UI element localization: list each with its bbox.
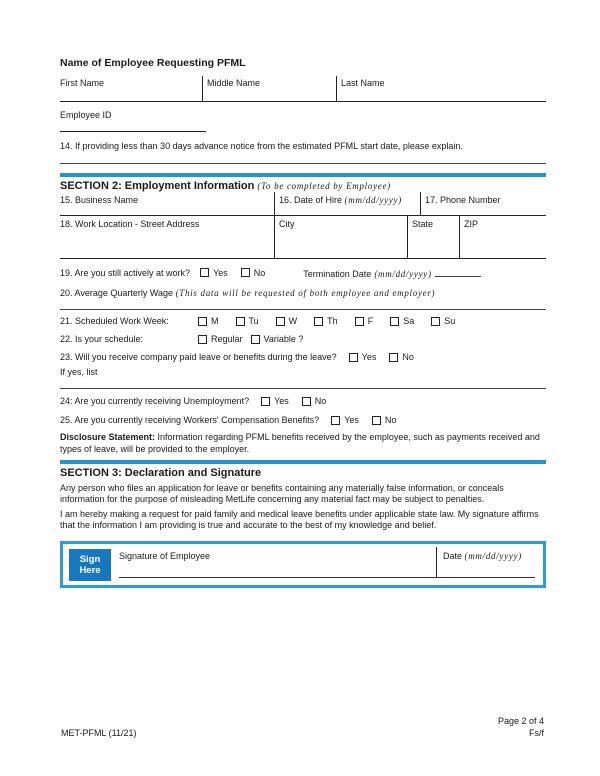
zip-label: ZIP <box>464 219 479 229</box>
sign-here-badge <box>69 549 111 581</box>
question-20-note: (This data will be requested of both employee and employer) <box>175 288 436 298</box>
last-name-label: Last Name <box>341 78 385 88</box>
checkbox-icon[interactable] <box>198 317 207 326</box>
form-content <box>60 57 546 588</box>
q24-no-label: No <box>314 396 327 406</box>
schedule-variable-label: Variable ? <box>263 334 304 344</box>
divider-line <box>60 388 546 389</box>
day-thursday-checkbox[interactable] <box>314 316 338 326</box>
question-25-label: 25. Are you currently receiving Workers' Compensation Benefits? <box>60 415 320 425</box>
checkbox-icon[interactable] <box>349 353 358 362</box>
signature-of-employee-label: Signature of Employee <box>119 551 211 561</box>
section3-divider-bar <box>60 460 546 464</box>
q19-yes-checkbox[interactable] <box>200 268 228 278</box>
employment-row-2 <box>60 216 546 259</box>
question-19-label: 19. Are you still actively at work? <box>60 267 191 278</box>
question-20-label: 20. Average Quarterly Wage <box>60 288 174 298</box>
business-name-label: 15. Business Name <box>60 195 139 205</box>
day-saturday-label: Sa <box>403 316 415 326</box>
checkbox-icon[interactable] <box>302 397 311 406</box>
q23-yes-label: Yes <box>361 352 377 362</box>
question-25-row <box>60 415 546 425</box>
signature-area <box>119 549 537 585</box>
day-friday-checkbox[interactable] <box>355 316 374 326</box>
disclosure-label: Disclosure Statement: <box>60 432 156 442</box>
declaration-paragraph-1: Any person who files an application for leave or benefits containing any materially false information, or conceals information for the purpose of misleading MetLife concerning any material fact may be subject to penalties. <box>60 483 504 504</box>
section2-heading-note: (To be completed by Employee) <box>257 181 391 191</box>
checkbox-icon[interactable] <box>431 317 440 326</box>
employee-id-field[interactable] <box>60 120 206 132</box>
section2-heading-text: SECTION 2: Employment Information <box>60 180 255 192</box>
q19-yes-label: Yes <box>213 267 228 278</box>
form-code: MET-PFML (11/21) <box>61 728 137 738</box>
section2-heading <box>60 180 546 192</box>
divider-line <box>60 309 546 310</box>
day-monday-checkbox[interactable] <box>198 316 219 326</box>
employee-name-section-title: Name of Employee Requesting PFML <box>60 57 246 69</box>
q24-no-checkbox[interactable] <box>302 396 327 406</box>
checkbox-icon[interactable] <box>251 335 260 344</box>
checkbox-icon[interactable] <box>241 268 250 277</box>
q25-no-label: No <box>384 415 397 425</box>
day-wednesday-label: W <box>288 316 298 326</box>
day-wednesday-checkbox[interactable] <box>276 316 298 326</box>
first-name-field[interactable] <box>60 76 202 101</box>
phone-number-field[interactable] <box>420 192 546 215</box>
q25-no-checkbox[interactable] <box>372 415 397 425</box>
question-23-row <box>60 352 546 362</box>
work-location-label: 18. Work Location - Street Address <box>60 219 200 229</box>
q19-no-checkbox[interactable] <box>241 268 266 278</box>
question-24-options <box>261 396 326 406</box>
termination-date-format: (mm/dd/yyyy) <box>374 269 432 279</box>
phone-number-label: 17. Phone Number <box>425 195 501 205</box>
termination-date-group <box>303 266 480 279</box>
schedule-regular-checkbox[interactable] <box>198 334 243 344</box>
name-fields-row <box>60 76 546 102</box>
sign-here-line1: Sign <box>79 554 101 565</box>
q24-yes-checkbox[interactable] <box>261 396 289 406</box>
date-of-hire-format: (mm/dd/yyyy) <box>344 195 402 205</box>
checkbox-icon[interactable] <box>372 416 381 425</box>
sign-here-line2: Here <box>79 565 101 576</box>
question-23-label: 23. Will you receive company paid leave or benefits during the leave? <box>60 352 337 362</box>
termination-date-field[interactable] <box>435 266 481 277</box>
signature-date-divider <box>436 547 437 578</box>
section2-divider-bar <box>60 173 546 177</box>
employment-row-1 <box>60 192 546 216</box>
q24-yes-label: Yes <box>274 396 289 406</box>
day-sunday-label: Su <box>444 316 456 326</box>
date-format: (mm/dd/yyyy) <box>464 551 522 561</box>
checkbox-icon[interactable] <box>389 353 398 362</box>
q25-yes-checkbox[interactable] <box>331 415 359 425</box>
question-22-label: 22. Is your schedule: <box>60 334 144 344</box>
question-19-row <box>60 266 546 279</box>
question-22-row <box>60 334 546 344</box>
page-number: Page 2 of 4 <box>497 716 544 726</box>
date-label: Date <box>443 551 463 561</box>
q25-yes-label: Yes <box>344 415 359 425</box>
checkbox-icon[interactable] <box>390 317 399 326</box>
schedule-variable-checkbox[interactable] <box>251 334 304 344</box>
checkbox-icon[interactable] <box>314 317 323 326</box>
date-of-hire-label: 16. Date of Hire <box>279 195 343 205</box>
q23-no-label: No <box>402 352 414 362</box>
city-label: City <box>279 219 295 229</box>
question-14-field[interactable] <box>60 151 546 164</box>
last-name-field[interactable] <box>336 76 546 101</box>
question-25-options <box>331 415 396 425</box>
disclosure-text: Information regarding PFML benefits received by the employee, such as payments received and types of leave, will be provided to the employer. <box>60 432 540 454</box>
schedule-options <box>198 334 303 344</box>
date-of-hire-field[interactable] <box>274 192 420 215</box>
checkbox-icon[interactable] <box>236 317 245 326</box>
day-monday-label: M <box>211 316 219 326</box>
question-14-label: 14. If providing less than 30 days advance notice from the estimated PFML start date, please explain. <box>60 141 463 151</box>
question-19-options <box>200 268 265 278</box>
business-name-field[interactable] <box>60 192 274 215</box>
state-field[interactable] <box>407 216 459 258</box>
day-tuesday-label: Tu <box>248 316 259 326</box>
q23-no-checkbox[interactable] <box>389 352 414 362</box>
checkbox-icon[interactable] <box>331 416 340 425</box>
disclosure-statement <box>60 432 546 455</box>
checkbox-icon[interactable] <box>355 317 364 326</box>
declaration-paragraph-2: I am hereby making a request for paid family and medical leave benefits under applicable state law. My signature affirms that the information I am providing is true and accurate to the best of my knowledge and belief. <box>60 509 539 530</box>
day-saturday-checkbox[interactable] <box>390 316 414 326</box>
footer-row <box>61 728 544 738</box>
day-sunday-checkbox[interactable] <box>431 316 455 326</box>
checkbox-icon[interactable] <box>276 317 285 326</box>
checkbox-icon[interactable] <box>198 335 207 344</box>
work-week-options <box>198 316 455 326</box>
q23-yes-checkbox[interactable] <box>349 352 377 362</box>
zip-field[interactable] <box>459 216 546 258</box>
question-24-row <box>60 396 546 406</box>
checkbox-icon[interactable] <box>261 397 270 406</box>
first-name-label: First Name <box>60 78 105 88</box>
day-thursday-label: Th <box>327 316 338 326</box>
schedule-regular-label: Regular <box>211 334 243 344</box>
middle-name-label: Middle Name <box>207 78 261 88</box>
question-24-label: 24: Are you currently receiving Unemployment? <box>60 396 250 406</box>
signature-field[interactable] <box>119 577 535 578</box>
question-20-row <box>60 288 546 298</box>
day-friday-label: F <box>367 316 374 326</box>
work-location-field[interactable] <box>60 216 274 258</box>
state-label: State <box>412 219 434 229</box>
employee-id-label: Employee ID <box>60 110 112 120</box>
middle-name-field[interactable] <box>202 76 336 101</box>
question-21-row <box>60 316 546 326</box>
q19-no-label: No <box>253 267 266 278</box>
day-tuesday-checkbox[interactable] <box>236 316 259 326</box>
section3-heading: SECTION 3: Declaration and Signature <box>60 467 262 479</box>
checkbox-icon[interactable] <box>200 268 209 277</box>
termination-date-label: Termination Date <box>303 269 372 279</box>
signature-box <box>60 541 546 588</box>
question-21-label: 21. Scheduled Work Week: <box>60 316 169 326</box>
if-yes-list-label: If yes, list <box>60 367 98 377</box>
date-field[interactable] <box>443 549 537 561</box>
city-field[interactable] <box>274 216 407 258</box>
question-23-options <box>349 352 414 362</box>
doc-code: Fs/f <box>529 728 544 738</box>
